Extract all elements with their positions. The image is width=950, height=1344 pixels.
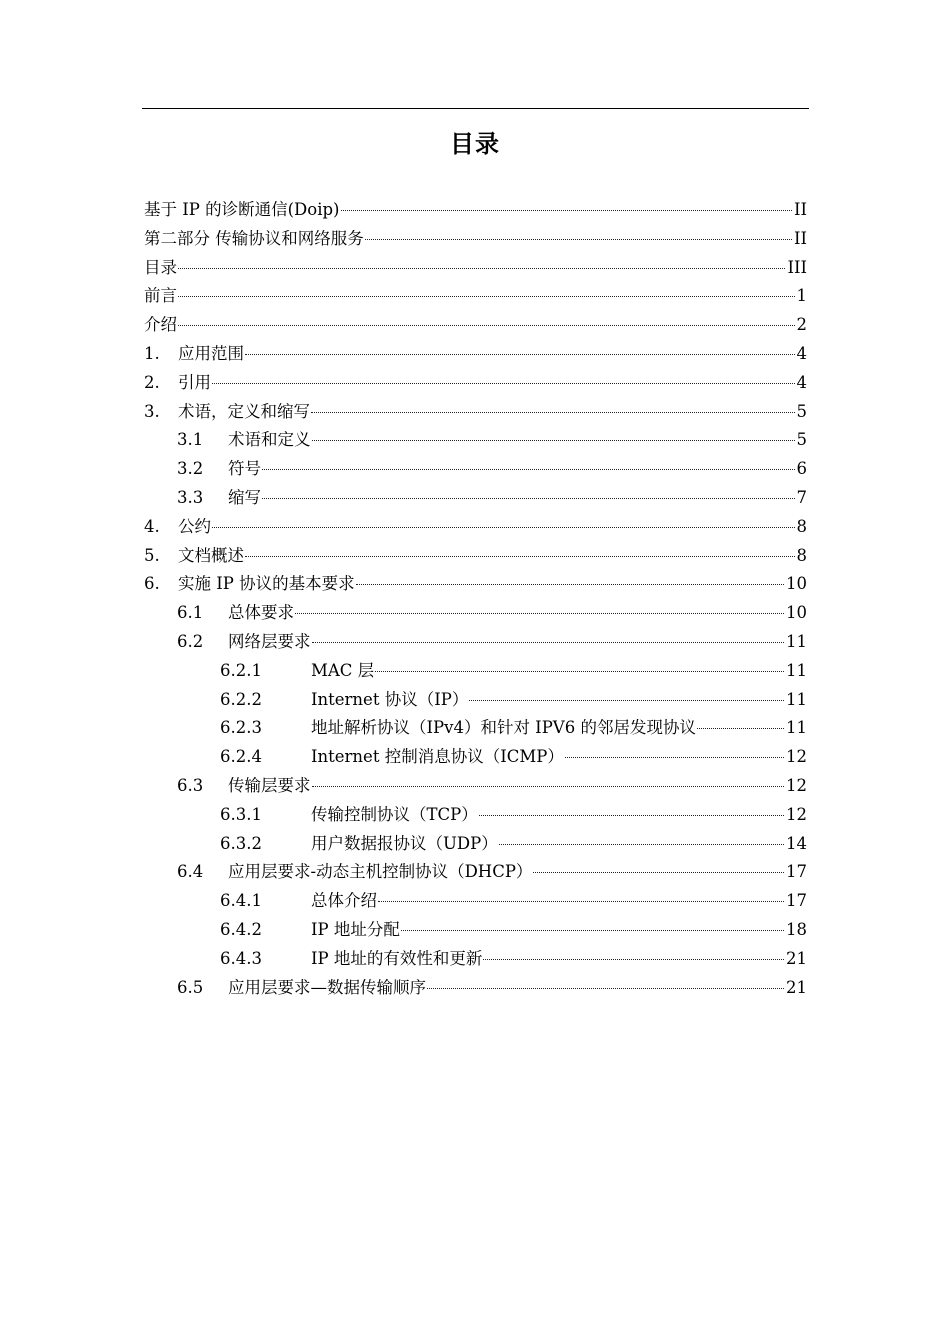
toc-entry[interactable] (144, 916, 807, 945)
toc-entry-number: 6.1 (177, 603, 204, 623)
toc-entry-page: 17 (786, 862, 807, 882)
toc-entry-number: 3.2 (177, 459, 204, 479)
toc-entry-title: 应用范围 (178, 343, 244, 363)
toc-entry-page: 12 (786, 804, 807, 824)
toc-entry-title: 公约 (178, 516, 211, 536)
toc-entry[interactable] (144, 225, 807, 254)
toc-entry[interactable] (144, 196, 807, 225)
toc-entry[interactable] (144, 340, 807, 369)
toc-entry-page: 21 (786, 948, 807, 968)
toc-entry-number: 3.1 (177, 430, 204, 450)
toc-entry-title: 总体要求 (228, 603, 294, 623)
toc-entry-number: 6.2.1 (220, 660, 262, 680)
toc-entry-title: 基于 IP 的诊断通信(Doip) (144, 200, 340, 219)
toc-entry[interactable] (144, 484, 807, 513)
toc-entry[interactable] (144, 743, 807, 772)
toc-entry-title: 前言 (144, 286, 177, 306)
toc-entry-number: 6.4.3 (220, 948, 262, 968)
toc-entry-number: 6.4 (177, 862, 204, 882)
toc-entry[interactable] (144, 282, 807, 311)
dot-leader (311, 412, 795, 413)
toc-entry-number: 6.2 (177, 631, 204, 651)
dot-leader (178, 325, 795, 326)
toc-entry-number: 6.3.2 (220, 833, 262, 853)
toc-entry-page: 4 (796, 372, 807, 392)
toc-entry[interactable] (144, 801, 807, 830)
toc-entry[interactable] (144, 772, 807, 801)
dot-leader (479, 815, 784, 816)
toc-entry-page: 17 (786, 891, 807, 911)
dot-leader (341, 210, 792, 211)
toc-entry-page: 11 (786, 689, 807, 709)
dot-leader (312, 440, 795, 441)
dot-leader (262, 498, 795, 499)
toc-entry-title: 应用层要求-动态主机控制协议（DHCP） (228, 862, 533, 882)
toc-entry-page: 4 (796, 343, 807, 363)
toc-entry-number: 5. (144, 545, 160, 565)
toc-entry-title: 应用层要求—数据传输顺序 (228, 977, 426, 997)
toc-entry[interactable] (144, 714, 807, 743)
toc-entry-title: 用户数据报协议（UDP） (311, 833, 498, 853)
toc-entry-title: 文档概述 (178, 545, 244, 565)
dot-leader (565, 757, 784, 758)
toc-entry-title: 第二部分 传输协议和网络服务 (144, 228, 364, 248)
toc-entry-number: 6.4.2 (220, 919, 262, 939)
toc-entry-number: 6.2.4 (220, 747, 262, 767)
toc-entry-title: 总体介绍 (311, 891, 377, 911)
toc-entry-page: 8 (796, 545, 807, 565)
toc-entry-page: 7 (796, 487, 807, 507)
dot-leader (401, 930, 784, 931)
toc-entry-page: 6 (796, 459, 807, 479)
dot-leader (427, 988, 784, 989)
toc-entry-page: 14 (786, 833, 807, 853)
toc-entry-page: 8 (796, 516, 807, 536)
dot-leader (483, 959, 784, 960)
toc-entry-number: 4. (144, 516, 160, 536)
dot-leader (533, 872, 784, 873)
toc-entry[interactable] (144, 369, 807, 398)
toc-entry-page: 18 (786, 919, 807, 939)
toc-entry-title: IP 地址的有效性和更新 (311, 948, 483, 968)
dot-leader (499, 844, 784, 845)
toc-entry-title: 网络层要求 (228, 631, 311, 651)
toc-entry-title: Internet 控制消息协议（ICMP） (311, 747, 564, 767)
toc-entry-title: 缩写 (228, 487, 261, 507)
toc-entry-page: 5 (796, 430, 807, 450)
toc-entry-page: 10 (786, 603, 807, 623)
dot-leader (469, 700, 784, 701)
toc-entry-page: 11 (786, 718, 807, 738)
dot-leader (312, 786, 785, 787)
dot-leader (178, 268, 785, 269)
toc-entry-page: 11 (786, 660, 807, 680)
toc-entry-number: 2. (144, 372, 160, 392)
toc-entry-page: 21 (786, 977, 807, 997)
toc-entry-page: II (793, 200, 807, 219)
toc-entry-title: IP 地址分配 (311, 919, 400, 939)
toc-entry-page: 10 (786, 574, 807, 594)
toc-entry[interactable] (144, 945, 807, 974)
toc-entry-number: 6.2.3 (220, 718, 262, 738)
dot-leader (212, 383, 795, 384)
dot-leader (365, 239, 792, 240)
toc-entry[interactable] (144, 398, 807, 427)
toc-entry-page: II (793, 228, 807, 248)
dot-leader (378, 901, 784, 902)
toc-entry-title: Internet 协议（IP） (311, 689, 469, 709)
toc-entry[interactable] (144, 426, 807, 455)
toc-entry-number: 6.3 (177, 775, 204, 795)
table-of-contents (144, 196, 807, 1002)
toc-entry-title: 符号 (228, 459, 261, 479)
toc-entry-title: 实施 IP 协议的基本要求 (178, 574, 355, 594)
toc-entry-title: 传输控制协议（TCP） (311, 804, 478, 824)
dot-leader (312, 642, 785, 643)
toc-entry-page: 1 (796, 286, 807, 306)
toc-entry[interactable] (144, 599, 807, 628)
toc-entry-number: 1. (144, 343, 160, 363)
toc-entry[interactable] (144, 570, 807, 599)
toc-entry[interactable] (144, 686, 807, 715)
toc-entry-title: 术语，定义和缩写 (178, 401, 310, 421)
toc-entry-page: III (787, 257, 807, 277)
toc-entry[interactable] (144, 455, 807, 484)
dot-leader (375, 671, 784, 672)
toc-entry[interactable] (144, 858, 807, 887)
toc-entry-page: 12 (786, 747, 807, 767)
page-title: 目录 (450, 130, 500, 158)
toc-entry-title: 传输层要求 (228, 775, 311, 795)
toc-entry[interactable] (144, 513, 807, 542)
toc-entry-number: 6.5 (177, 977, 204, 997)
toc-entry-title: 地址解析协议（IPv4）和针对 IPV6 的邻居发现协议 (311, 718, 696, 738)
toc-entry[interactable] (144, 974, 807, 1003)
toc-entry[interactable] (144, 628, 807, 657)
toc-entry-number: 3.3 (177, 487, 204, 507)
header-rule (142, 108, 809, 109)
toc-entry-page: 5 (796, 401, 807, 421)
toc-entry-title: 介绍 (144, 315, 177, 335)
dot-leader (245, 354, 795, 355)
toc-entry[interactable] (144, 657, 807, 686)
toc-entry-title: 引用 (178, 372, 211, 392)
dot-leader (212, 527, 795, 528)
dot-leader (697, 728, 784, 729)
toc-entry[interactable] (144, 311, 807, 340)
dot-leader (178, 296, 795, 297)
dot-leader (245, 556, 795, 557)
toc-entry-title: MAC 层 (311, 660, 375, 680)
toc-entry-title: 术语和定义 (228, 430, 311, 450)
toc-entry-page: 2 (796, 315, 807, 335)
toc-entry-number: 6. (144, 574, 160, 594)
toc-entry-page: 11 (786, 631, 807, 651)
toc-entry-number: 3. (144, 401, 160, 421)
toc-entry[interactable] (144, 887, 807, 916)
toc-entry[interactable] (144, 542, 807, 571)
toc-entry-number: 6.4.1 (220, 891, 262, 911)
toc-entry-title: 目录 (144, 257, 177, 277)
toc-entry-number: 6.3.1 (220, 804, 262, 824)
toc-entry[interactable] (144, 830, 807, 859)
toc-entry-number: 6.2.2 (220, 689, 262, 709)
toc-entry[interactable] (144, 254, 807, 283)
toc-entry-page: 12 (786, 775, 807, 795)
dot-leader (356, 584, 784, 585)
dot-leader (295, 613, 784, 614)
dot-leader (262, 469, 795, 470)
